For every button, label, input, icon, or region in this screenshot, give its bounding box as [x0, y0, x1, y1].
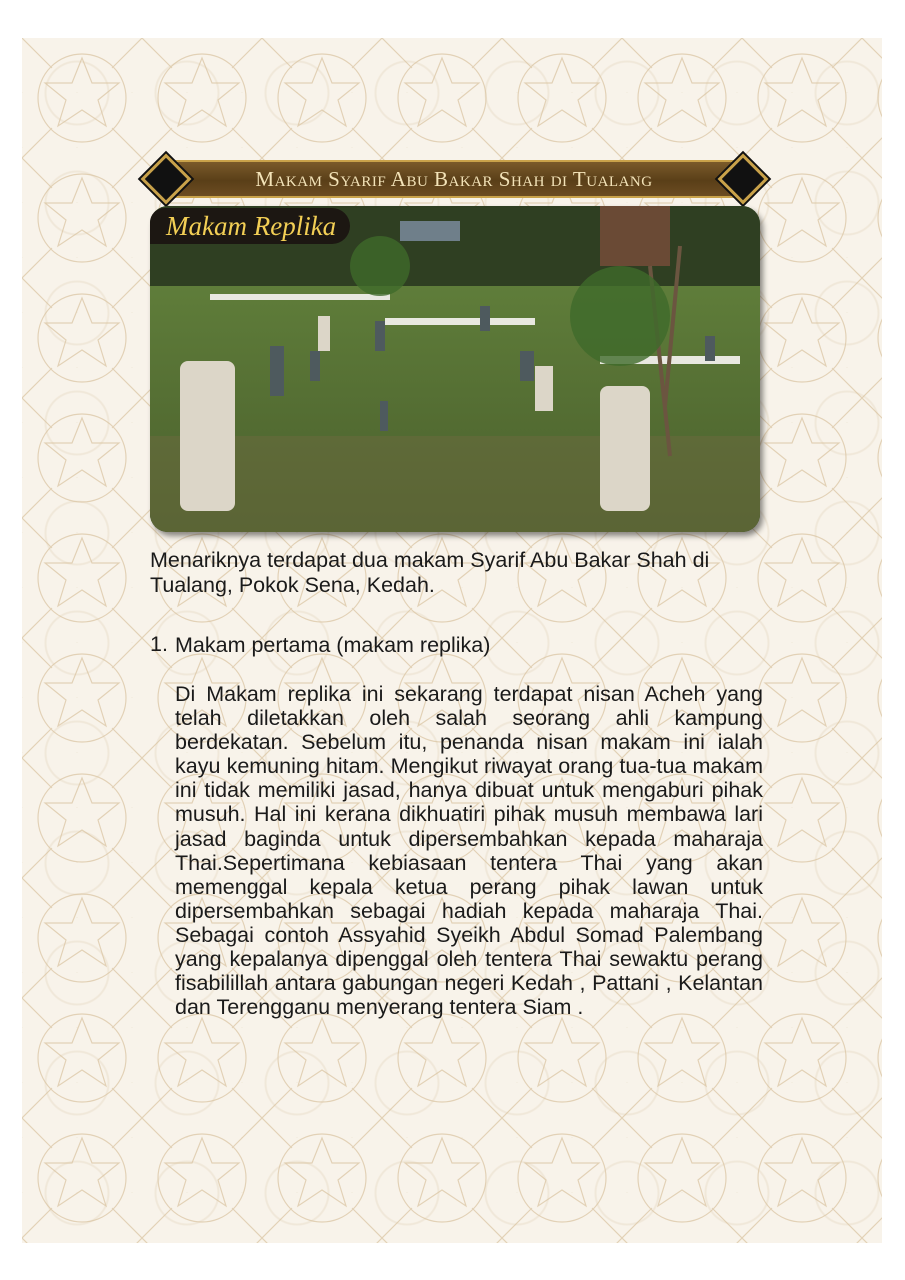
body-paragraph: Di Makam replika ini sekarang terdapat nisan Acheh yang telah diletakkan oleh salah seorang ahli kampung berdekatan. Sebelum itu, penanda nisan makam ini ialah kayu kemuning hitam. Mengikut riwayat orang tua-tua makam ini tidak memiliki jasad, hanya dibuat untuk mengaburi pihak musuh. Hal ini kerana dikhuatiri pihak musuh membawa lari jasad baginda untuk dipersembahkan kepada maharaja Thai.Sepertimana kebiasaan tentera Thai yang akan memenggal kepala ketua perang pihak lawan untuk dipersembahkan sebagai hadiah kepada maharaja Thai. Sebagai contoh Assyahid Syeikh Abdul Somad Palembang yang kepalanya dipenggal oleh tentera Thai sewaktu perang fisabilillah antara gabungan negeri Kedah , Pattani , Kelantan dan Terengganu menyerang tentera Siam . — [175, 682, 763, 1020]
banner-title: Makam Syarif Abu Bakar Shah di Tualang — [255, 166, 653, 191]
list-item-number: 1. — [150, 632, 168, 656]
photo-label-text: Makam Replika — [166, 210, 337, 241]
intro-paragraph: Menariknya terdapat dua makam Syarif Abu Bakar Shah di Tualang, Pokok Sena, Kedah. — [150, 548, 710, 597]
cemetery-photo — [150, 206, 760, 532]
photo-label — [150, 208, 350, 244]
header-banner — [160, 160, 748, 198]
list-item-title: Makam pertama (makam replika) — [175, 633, 491, 657]
